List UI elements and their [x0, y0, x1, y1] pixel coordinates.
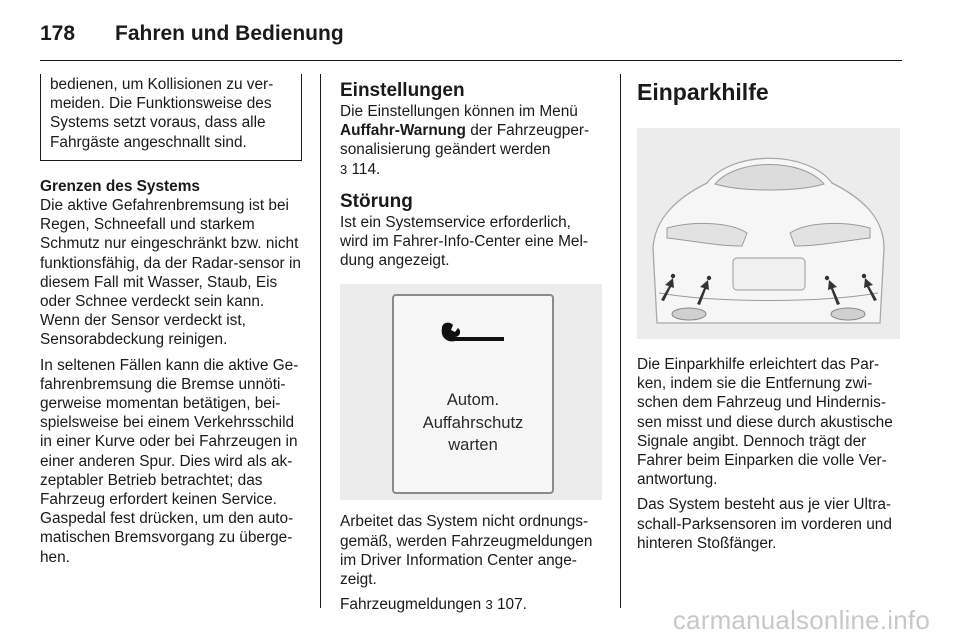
reference-arrow-icon: 3 — [485, 597, 493, 613]
car-rear-figure — [637, 128, 900, 339]
page-number: 178 — [40, 22, 76, 45]
paragraph-grenzen-2: In seltenen Fällen kann die aktive Ge-fahrenbremsung die Bremse unnöti-gerweise momentan betätigen, bei-spielsweise bei einem Verkehrsschild in einer Kurve oder bei Fahrzeugen in einer anderen Spur. Dies wird als ak-zeptabler Betrieb betrachtet; das Fahrzeug erfordert keinen Service. Gaspedal fest drücken, um den auto-matischen Bremsvorgang zu überge-hen. — [40, 356, 299, 566]
left-column — [40, 74, 302, 573]
watermark: carmanualsonline.info — [672, 605, 930, 635]
paragraph-einparkhilfe-1: Die Einparkhilfe erleichtert das Par-ken, indem sie die Entfernung zwi-schen dem Fahrzeug und Hindernis-sen misst und diese durch akustische Signale angibt. Dennoch trägt der Fahrer beim Einparken die volle Ver-antwortung. — [637, 356, 893, 489]
display-figure — [340, 284, 602, 500]
page-title: Fahren und Bedienung — [115, 22, 344, 45]
page-header — [40, 14, 902, 54]
column-divider-2 — [620, 74, 621, 608]
paragraph-einstellungen: Die Einstellungen können im Menü Auffahr-Warnung der Fahrzeugper-sonalisierung geändert werden 3 114. — [340, 103, 590, 178]
heading-stoerung: Störung — [340, 190, 413, 212]
paragraph-grenzen-1: Die aktive Gefahrenbremsung ist bei Regen, Schneefall und starkem Schmutz nur eingeschränkt bzw. nicht funktionsfähig, da der Radar-sensor in diesem Fall mit Wasser, Staub, Eis oder Schnee verdeckt sein kann. Wenn der Sensor verdeckt ist, Sensorabdeckung reinigen. — [40, 197, 301, 349]
menu-name-auffahr-warnung: Auffahr-Warnung — [340, 122, 466, 140]
paragraph-arbeitet: Arbeitet das System nicht ordnungs-gemäß, werden Fahrzeugmeldungen im Driver Information Center ange-zeigt. — [340, 513, 593, 589]
display-panel — [392, 294, 554, 494]
right-column — [637, 78, 901, 559]
middle-column — [340, 80, 602, 620]
display-message: Autom. Auffahrschutz warten — [422, 391, 524, 455]
paragraph-einparkhilfe-2: Das System besteht aus je vier Ultra-schall-Parksensoren im vorderen und hinteren Stoßfänger. — [637, 496, 892, 552]
heading-einparkhilfe: Einparkhilfe — [637, 79, 769, 105]
note-text: bedienen, um Kollisionen zu ver- meiden. Die Funktionsweise des Systems setzt voraus, dass alle Fahrgäste angeschnallt sind. — [50, 76, 274, 151]
paragraph-stoerung: Ist ein Systemservice erforderlich, wird im Fahrer-Info-Center eine Mel-dung angezeigt. — [340, 213, 589, 270]
paragraph-fahrzeugmeldungen: Fahrzeugmeldungen 3 107. — [340, 596, 527, 614]
header-rule — [40, 60, 902, 61]
note-box — [40, 74, 302, 161]
page-reference: 114. — [351, 160, 381, 178]
heading-grenzen: Grenzen des Systems — [40, 177, 200, 195]
heading-einstellungen: Einstellungen — [340, 80, 465, 101]
reference-arrow-icon: 3 — [340, 161, 348, 177]
car-rear-illustration — [637, 128, 900, 339]
column-divider-1 — [320, 74, 321, 608]
wrench-icon — [438, 318, 508, 352]
